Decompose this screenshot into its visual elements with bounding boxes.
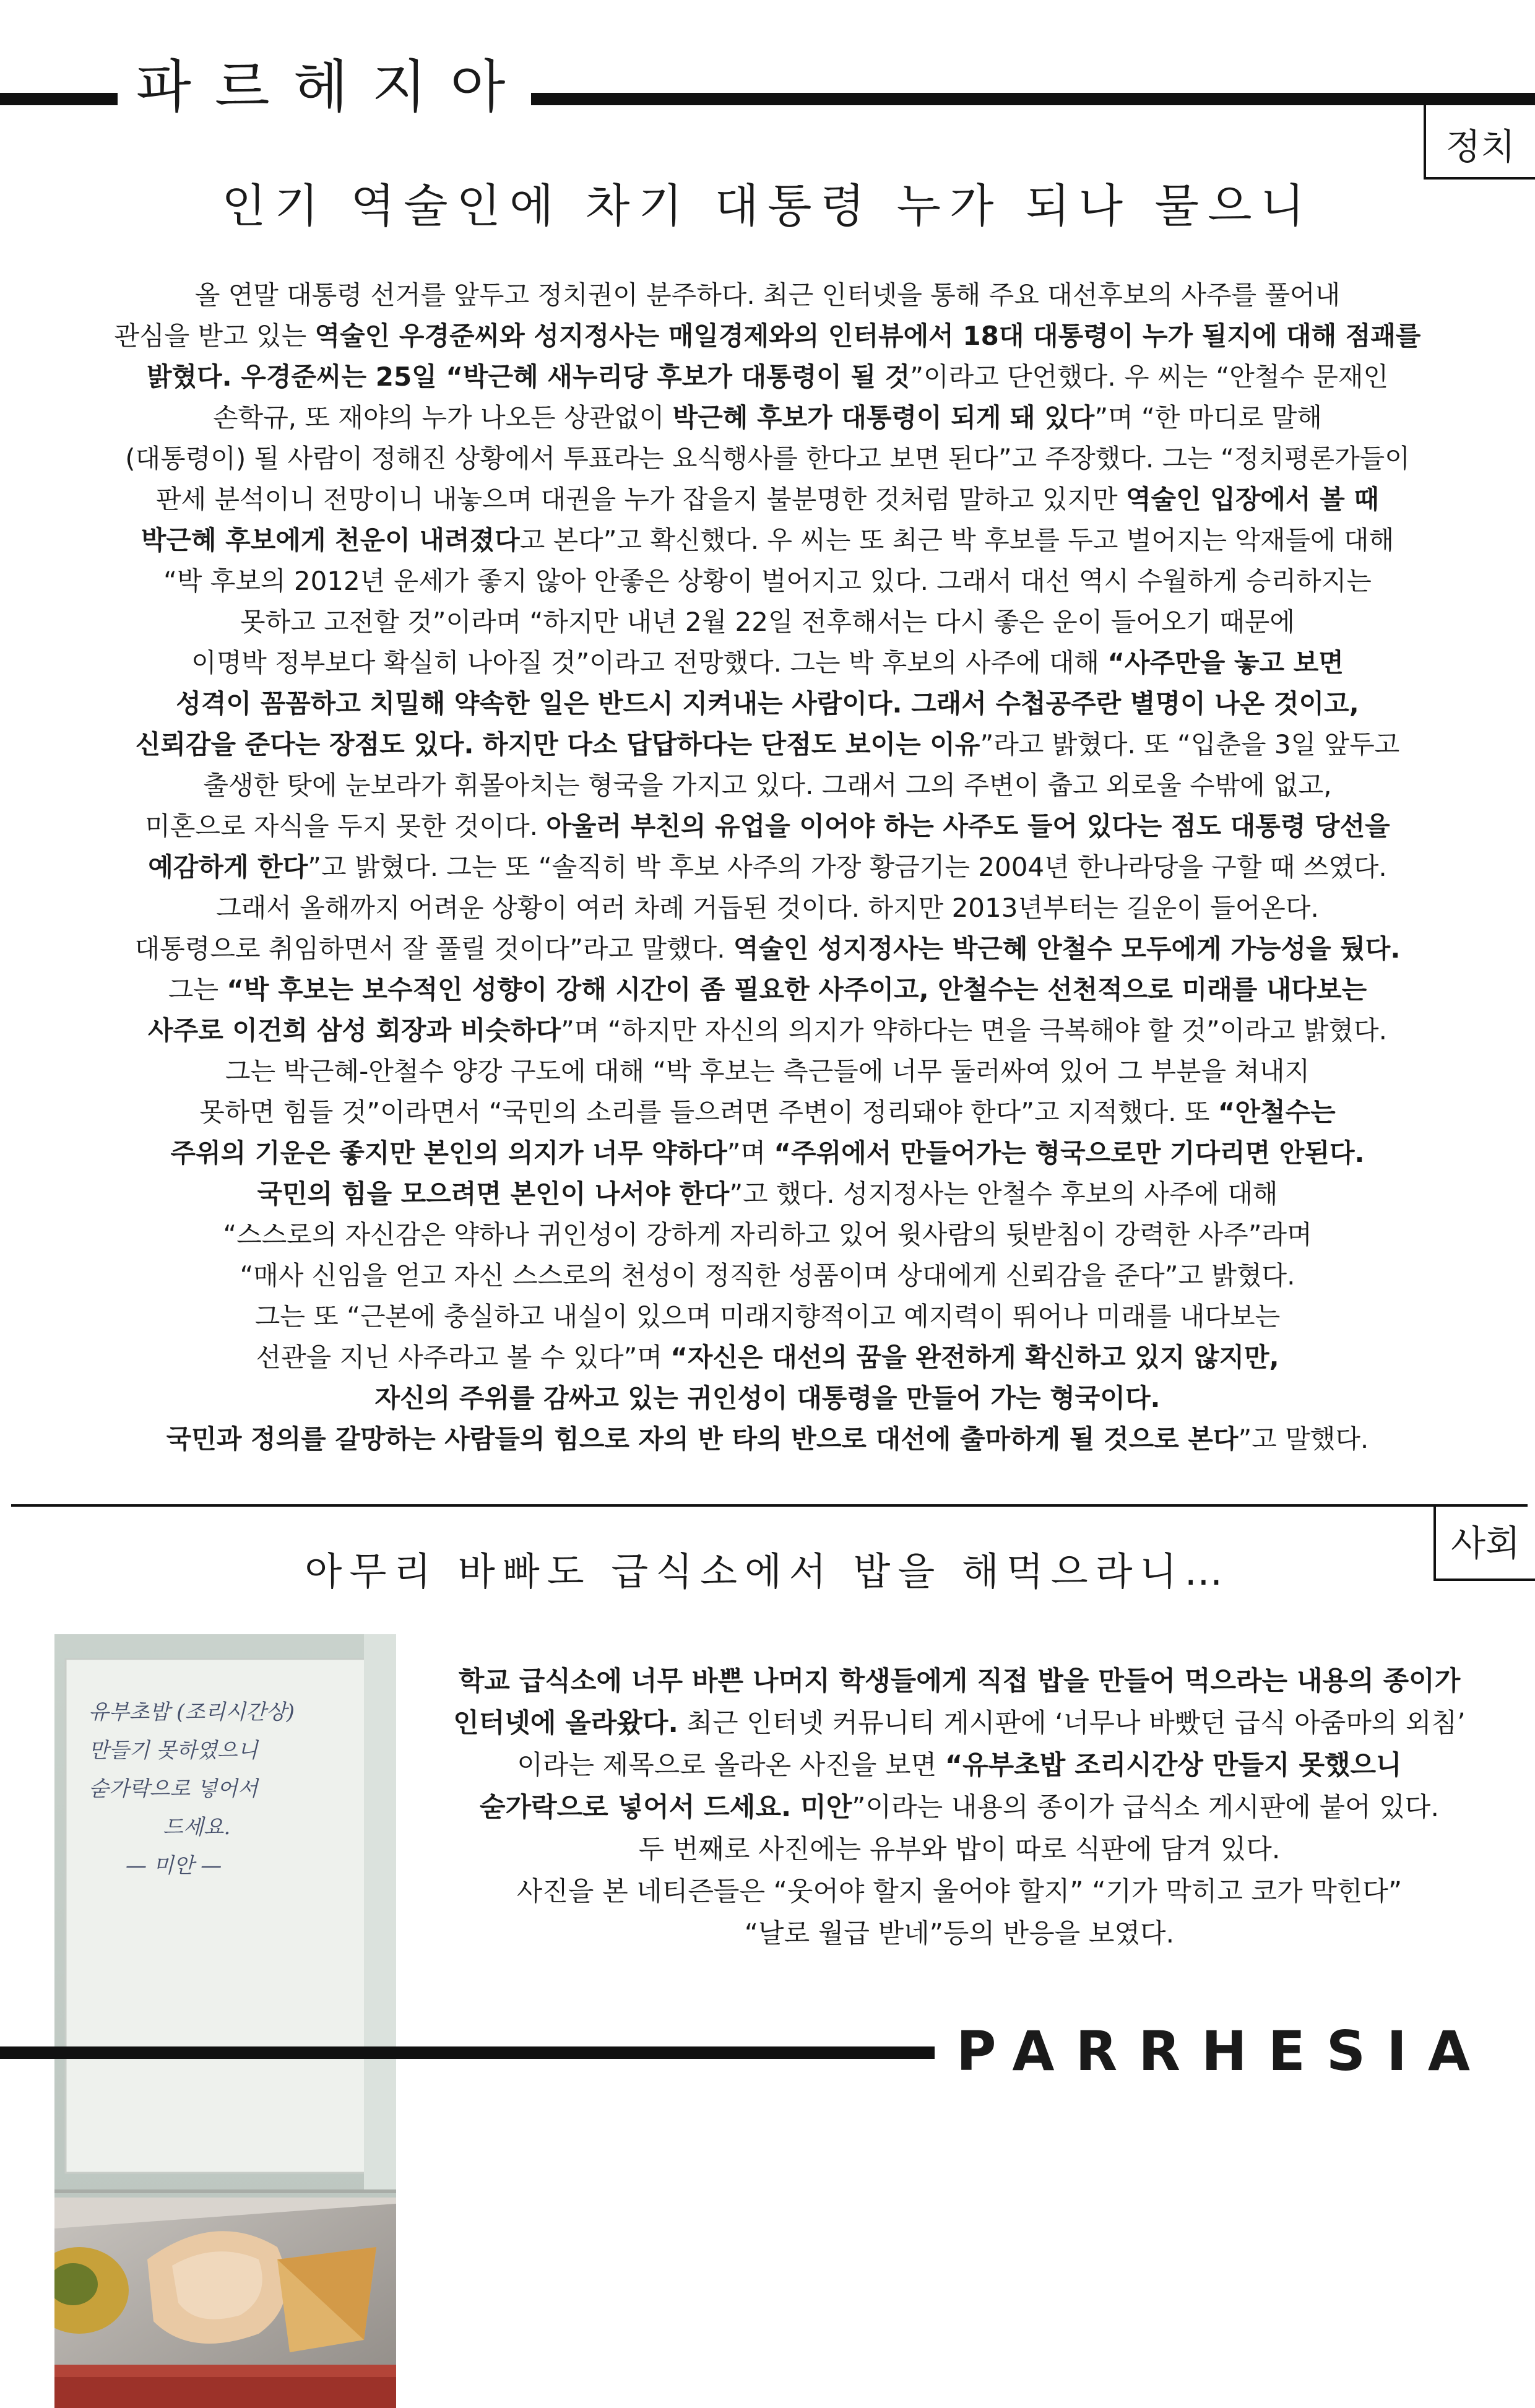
- article-line: [0, 888, 1535, 929]
- section-tag-society: 사회: [1433, 1507, 1535, 1581]
- article-line: [0, 806, 1535, 847]
- body-text: 그는 또 “근본에 충실하고 내실이 있으며 미래지향적이고 예지력이 뛰어나 미래를 내다보는: [254, 1301, 1281, 1332]
- masthead-rule-right: [531, 93, 1535, 105]
- body-text: 그는: [168, 974, 227, 1005]
- body-text: ”고 말했다.: [1238, 1424, 1369, 1454]
- article-line: [0, 1215, 1535, 1255]
- body-text: 고 본다”고 확신했다. 우 씨는 또 최근 박 후보를 두고 벌어지는 악재들에 대해: [519, 525, 1394, 555]
- body-text: 못하고 고전할 것”이라며 “하지만 내년 2월 22일 전후해서는 다시 좋은 운이 들어오기 때문에: [240, 607, 1295, 637]
- body-text: “박 후보의 2012년 운세가 좋지 않아 안좋은 상황이 벌어지고 있다. 그래서 대선 역시 수월하게 승리하지는: [163, 566, 1372, 596]
- body-text: ”고 밝혔다. 그는 또 “솔직히 박 후보 사주의 가장 황금기는 2004년 한나라당을 구할 때 쓰였다.: [308, 852, 1387, 882]
- body-text: ”고 했다. 성지정사는 안철수 후보의 사주에 대해: [729, 1179, 1278, 1209]
- body-text: “날로 월급 받네”등의 반응을 보였다.: [744, 1918, 1175, 1949]
- body-text: 손학규, 또 재야의 누가 나오든 상관없이: [213, 402, 673, 433]
- emphasis-text: 인터넷에 올라왔다.: [453, 1708, 678, 1739]
- article-line: [0, 275, 1535, 316]
- cafeteria-photo: [54, 1634, 396, 2408]
- emphasis-text: 예감하게 한다: [148, 852, 308, 882]
- society-article-body: [396, 1660, 1523, 1955]
- masthead-title: 파르헤지아: [136, 54, 529, 120]
- society-headline: 아무리 바빠도 급식소에서 밥을 해먹으라니…: [305, 1549, 1230, 1594]
- article-line: [0, 969, 1535, 1010]
- article-line: [0, 683, 1535, 724]
- article-line: [0, 1419, 1535, 1460]
- article-line: [0, 1092, 1535, 1133]
- article-line: [0, 438, 1535, 479]
- body-text: 그는 박근혜-안철수 양강 구도에 대해 “박 후보는 측근들에 너무 둘러싸여 있어 그 부분을 쳐내지: [225, 1056, 1310, 1086]
- emphasis-text: “안철수는: [1217, 1097, 1336, 1127]
- body-text: 판세 분석이니 전망이니 내놓으며 대권을 누가 잡을지 불분명한 것처럼 말하고 있지만: [156, 484, 1126, 514]
- note-line: 드세요.: [163, 1815, 231, 1840]
- politics-article-body: [0, 275, 1535, 1460]
- body-text: 대통령으로 취임하면서 잘 풀릴 것이다”라고 말했다.: [134, 933, 733, 964]
- article-line: [0, 520, 1535, 561]
- body-text: 사진을 본 네티즌들은 “웃어야 할지 울어야 할지” “기가 막히고 코가 막힌다”: [516, 1876, 1403, 1907]
- article-line: [0, 1296, 1535, 1337]
- body-text: ”며 “한 마디로 말해: [1094, 402, 1322, 433]
- article-line: [0, 724, 1535, 765]
- emphasis-text: 숟가락으로 넣어서 드세요. 미안: [480, 1792, 852, 1823]
- body-text: 미혼으로 자식을 두지 못한 것이다.: [145, 811, 547, 841]
- body-text: 두 번째로 사진에는 유부와 밥이 따로 식판에 담겨 있다.: [638, 1834, 1281, 1865]
- emphasis-text: 학교 급식소에 너무 바쁜 나머지 학생들에게 직접 밥을 만들어 먹으라는 내용의 종이가: [458, 1666, 1461, 1697]
- body-text: (대통령이) 될 사람이 정해진 상황에서 투표라는 요식행사를 한다고 보면 된다”고 주장했다. 그는 “정치평론가들이: [125, 443, 1410, 474]
- photo-handwritten-note: [89, 1693, 361, 1885]
- emphasis-text: “박 후보는 보수적인 성향이 강해 시간이 좀 필요한 사주이고, 안철수는 선천적으로 미래를 내다보는: [227, 974, 1367, 1005]
- article-line: [396, 1787, 1523, 1829]
- article-line: [0, 1010, 1535, 1051]
- emphasis-text: “주위에서 만들어가는 형국으로만 기다리면 안된다.: [774, 1138, 1365, 1168]
- article-line: [0, 1174, 1535, 1215]
- article-line: [0, 316, 1535, 357]
- body-text: “매사 신임을 얻고 자신 스스로의 천성이 정직한 성품이며 상대에게 신뢰감을 준다”고 밝혔다.: [240, 1260, 1295, 1291]
- emphasis-text: 역술인 성지정사는 박근혜 안철수 모두에게 가능성을 뒀다.: [733, 933, 1401, 964]
- article-line: [396, 1871, 1523, 1913]
- note-line: 숟가락으로 넣어서: [89, 1777, 258, 1801]
- body-text: 그래서 올해까지 어려운 상황이 여러 차례 거듭된 것이다. 하지만 2013년부터는 길운이 들어온다.: [216, 893, 1319, 923]
- emphasis-text: 국민의 힘을 모으려면 본인이 나서야 한다: [257, 1179, 730, 1209]
- article-line: [0, 1133, 1535, 1174]
- body-text: 관심을 받고 있는: [114, 321, 315, 351]
- emphasis-text: 사주로 이건희 삼성 회장과 비슷하다: [148, 1015, 561, 1046]
- article-line: [396, 1744, 1523, 1787]
- article-line: [0, 479, 1535, 520]
- body-text: 최근 인터넷 커뮤니티 게시판에 ‘너무나 바빴던 급식 아줌마의 외침’: [678, 1708, 1466, 1739]
- emphasis-text: 박근혜 후보에게 천운이 내려졌다: [141, 525, 520, 555]
- emphasis-text: 주위의 기운은 좋지만 본인의 의지가 너무 약하다: [170, 1138, 727, 1168]
- emphasis-text: “유부초밥 조리시간상 만들지 못했으니: [945, 1750, 1402, 1781]
- article-line: [0, 1337, 1535, 1378]
- section-divider: [11, 1504, 1528, 1507]
- emphasis-text: 국민과 정의를 갈망하는 사람들의 힘으로 자의 반 타의 반으로 대선에 출마하게 될 것으로 본다: [166, 1424, 1239, 1454]
- body-text: ”이라는 내용의 종이가 급식소 게시판에 붙어 있다.: [852, 1792, 1439, 1823]
- section-tag-politics: 정치: [1424, 105, 1535, 180]
- body-text: ”며 “하지만 자신의 의지가 약하다는 면을 극복해야 할 것”이라고 밝혔다.: [561, 1015, 1387, 1046]
- article-line: [0, 847, 1535, 888]
- body-text: 선관을 지닌 사주라고 볼 수 있다”며: [256, 1342, 671, 1372]
- article-line: [396, 1913, 1523, 1955]
- article-line: [0, 1378, 1535, 1419]
- note-line: 유부초밥 (조리시간상): [89, 1700, 295, 1725]
- emphasis-text: 신뢰감을 준다는 장점도 있다. 하지만 다소 답답하다는 단점도 보이는 이유: [135, 729, 980, 760]
- note-line: 만들기 못하였으니: [89, 1738, 258, 1763]
- emphasis-text: “사주만을 놓고 보면: [1107, 647, 1344, 678]
- emphasis-text: 박근혜 후보가 대통령이 되게 돼 있다: [672, 402, 1095, 433]
- masthead-rule-left: [0, 93, 118, 105]
- body-text: 이라는 제목으로 올라온 사진을 보면: [517, 1750, 945, 1781]
- body-text: ”이라고 단언했다. 우 씨는 “안철수 문재인: [910, 362, 1389, 392]
- body-text: ”며: [727, 1138, 774, 1168]
- emphasis-text: 자신의 주위를 감싸고 있는 귀인성이 대통령을 만들어 가는 형국이다.: [374, 1383, 1161, 1413]
- article-line: [0, 1255, 1535, 1296]
- note-line: — 미안 —: [126, 1853, 222, 1878]
- article-line: [0, 357, 1535, 397]
- body-text: 못하면 힘들 것”이라면서 “국민의 소리를 들으려면 주변이 정리돼야 한다”고 지적했다. 또: [199, 1097, 1218, 1127]
- article-line: [396, 1702, 1523, 1744]
- article-line: [396, 1660, 1523, 1702]
- body-text: 올 연말 대통령 선거를 앞두고 정치권이 분주하다. 최근 인터넷을 통해 주요 대선후보의 사주를 풀어내: [194, 280, 1341, 310]
- body-text: 이명박 정부보다 확실히 나아질 것”이라고 전망했다. 그는 박 후보의 사주에 대해: [191, 647, 1108, 678]
- footer-logo: PARRHESIA: [956, 2019, 1492, 2083]
- emphasis-text: “자신은 대선의 꿈을 완전하게 확신하고 있지 않지만,: [670, 1342, 1279, 1372]
- article-line: [0, 602, 1535, 643]
- article-line: [0, 643, 1535, 683]
- article-line: [0, 561, 1535, 602]
- emphasis-text: 밝혔다. 우경준씨는 25일 “박근혜 새누리당 후보가 대통령이 될 것: [146, 362, 910, 392]
- emphasis-text: 성격이 꼼꼼하고 치밀해 약속한 일은 반드시 지켜내는 사람이다. 그래서 수첩공주란 별명이 나온 것이고,: [176, 688, 1359, 719]
- politics-headline: 인기 역술인에 차기 대통령 누가 되나 물으니: [222, 180, 1313, 233]
- article-line: [0, 765, 1535, 806]
- body-text: ”라고 밝혔다. 또 “입춘을 3일 앞두고: [980, 729, 1400, 760]
- article-line: [0, 929, 1535, 969]
- footer-rule: [0, 2046, 935, 2059]
- emphasis-text: 아울러 부친의 유업을 이어야 하는 사주도 들어 있다는 점도 대통령 당선을: [546, 811, 1390, 841]
- body-text: 출생한 탓에 눈보라가 휘몰아치는 형국을 가지고 있다. 그래서 그의 주변이 춥고 외로울 수밖에 없고,: [203, 770, 1332, 800]
- article-line: [396, 1829, 1523, 1871]
- article-line: [0, 397, 1535, 438]
- body-text: “스스로의 자신감은 약하나 귀인성이 강하게 자리하고 있어 윗사람의 뒷받침이 강력한 사주”라며: [223, 1219, 1312, 1250]
- emphasis-text: 역술인 입장에서 볼 때: [1125, 484, 1379, 514]
- emphasis-text: 역술인 우경준씨와 성지정사는 매일경제와의 인터뷰에서 18대 대통령이 누가 될지에 대해 점괘를: [314, 321, 1421, 351]
- article-line: [0, 1051, 1535, 1092]
